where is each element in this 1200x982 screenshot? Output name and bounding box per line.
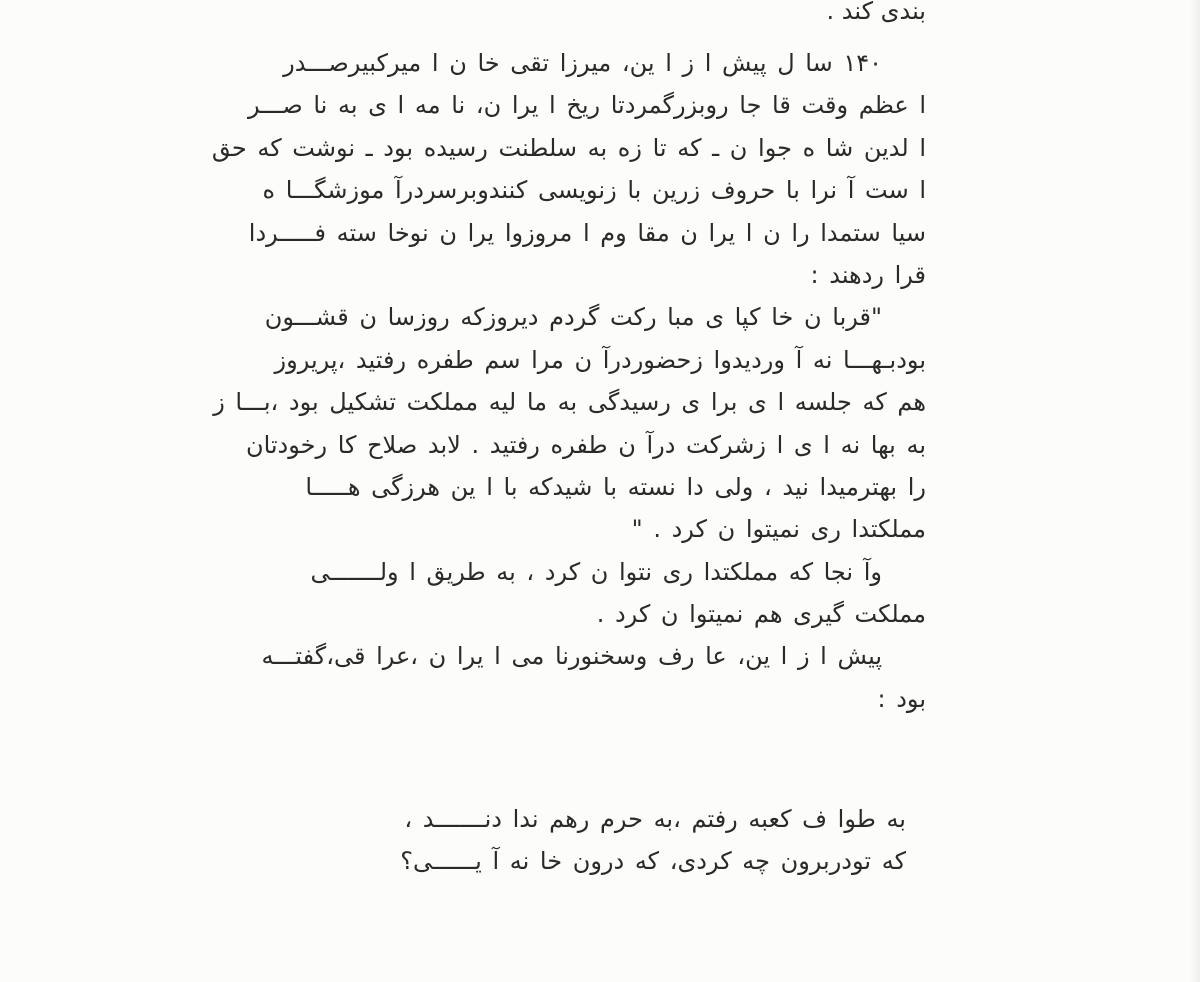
- body-text: [186, 42, 926, 720]
- poem-block: [386, 798, 906, 883]
- paragraph-4-line-1: پیش ا ز ا ین، عا رف وسخنورنا می ا یرا ن ،عرا قی،گفتـــه: [261, 642, 882, 671]
- paragraph-2-line-2: بودبـهـــا نه آ وردیدوا زحضوردرآ ن مرا سم طفره رفتید ،پریروز: [274, 345, 926, 374]
- paragraph-4-line-2: بود :: [877, 684, 926, 713]
- paragraph-2-line-6: مملکتدا ری نمیتوا ن کرد . ": [631, 515, 926, 544]
- paragraph-1-line-3: ا لدین شا ه جوا ن ـ که تا زه به سلطنت رسیده بود ـ نوشت که حق: [211, 133, 926, 162]
- top-fragment-line: بندی کند .: [826, 0, 926, 25]
- paragraph-3-line-2: مملکت گیری هم نمیتوا ن کرد .: [596, 600, 926, 629]
- poem-line-1: به طوا ف کعبه رفتم ،به حرم رهم ندا دنـــــــد ،: [404, 805, 906, 833]
- paragraph-3-line-1: وآ نجا که مملکتدا ری نتوا ن کرد ، به طریق ا ولـــــــی: [310, 557, 882, 586]
- paragraph-2-line-5: را بهترمیدا نید ، ولی دا نسته با شیدکه با ا ین هرزگی هـــــا: [305, 472, 926, 501]
- paragraph-2-line-4: به بها نه ا ی ا زشرکت درآ ن طفره رفتید . لابد صلاح کا رخودتان: [245, 430, 926, 459]
- poem-line-2: که تودربرون چه کردی، که درون خا نه آ یــــــی؟: [400, 847, 906, 876]
- paragraph-1-line-4: ا ست آ نرا با حروف زرین با زنویسی کنندوبرسردرآ موزشگـــا ه: [262, 176, 926, 205]
- paragraph-2-line-1: "قربا ن خا کپا ی مبا رکت گردم دیروزکه روزسا ن قشـــون: [264, 303, 882, 332]
- paragraph-1-line-2: ا عظم وقت قا جا روبزرگمردتا ریخ ا یرا ن، نا مه ا ی به نا صـــر: [248, 91, 926, 120]
- paragraph-1-line-5: سیا ستمدا را ن ا یرا ن مقا وم ا مروزوا یرا ن نوخا سته فـــــردا: [248, 218, 926, 247]
- paragraph-1-line-1: ۱۴۰ سا ل پیش ا ز ا ین، میرزا تقی خا ن ا میرکبیرصـــدر: [283, 49, 882, 77]
- paragraph-1-line-6: قرا ردهند :: [810, 260, 926, 289]
- page-edge-shadow: [1190, 0, 1200, 982]
- paragraph-2-line-3: هم که جلسه ا ی برا ی رسیدگی به ما لیه مملکت تشکیل بود ،بـــا ز: [213, 388, 926, 417]
